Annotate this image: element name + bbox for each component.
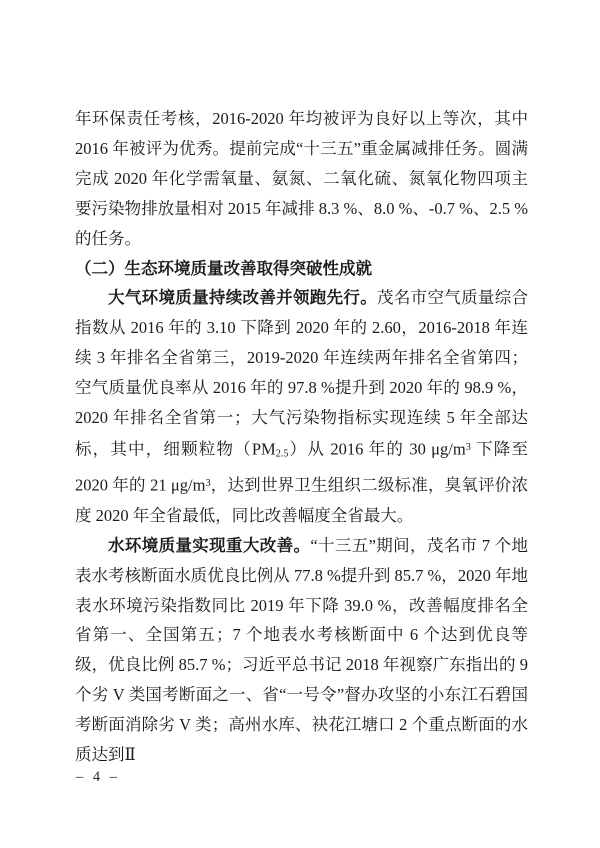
paragraph-water-quality <box>75 531 528 770</box>
water-text: “十三五”期间，茂名市 7 个地表水考核断面水质优良比例从 77.8 %提升到 85.7 %，2020 年地表水环境污染指数同比 2019 年下降 39.0 %，改善幅度排名全省第一、全国第五；7 个地表水考核断面中 6 个达到优良等级，优良比例 85.7 %；习近平总书记 2018 年视察广东指出的 9 个劣 V 类国考断面之一、省“一号令”督办攻坚的小东江石碧国考断面消除劣 V 类；高州水库、袂花江塘口 2 个重点断面的水质达到Ⅱ <box>75 535 528 765</box>
document-body <box>75 104 528 770</box>
lead-sentence-air: 大气环境质量持续改善并领跑先行。 <box>108 288 377 308</box>
cubic-meter-superscript-2: 3 <box>205 478 211 490</box>
air-text-1: 茂名市空气质量综合指数从 2016 年的 3.10 下降到 2020 年的 2.60，2016-2018 年连续 3 年排名全省第三，2019-2020 年连续两年排名全省第四；空气质量优良率从 2016 年的 97.8 %提升到 2020 年的 98.9 %，2020 年排名全省第一；大气污染物指标实现连续 5 年全部达标，其中，细颗粒物（PM <box>75 288 528 459</box>
paragraph-text: 年环保责任考核，2016-2020 年均被评为良好以上等次，其中 2016 年被评为优秀。提前完成“十三五”重金属减排任务。圆满完成 2020 年化学需氧量、氨氮、二氧化硫、氮氧化物四项主要污染物排放量相对 2015 年减排 8.3 %、8.0 %、-0.7 %、2.5 %的任务。 <box>75 109 528 248</box>
lead-sentence-water: 水环境质量实现重大改善。 <box>108 535 311 555</box>
air-text-4: ，达到世界卫生组织二级标准，臭氧评价浓度 2020 年全省最低，同比改善幅度全省最大。 <box>75 475 529 525</box>
page-number: – 4 – <box>76 769 120 785</box>
paragraph-emission-reduction <box>75 104 528 254</box>
air-text-2: ）从 2016 年的 30 μg/m <box>288 439 466 459</box>
air-text-3: 下降至 2020 年的 21 μg/m <box>75 439 528 495</box>
cubic-meter-superscript-1: 3 <box>465 441 471 453</box>
pm25-subscript: 2.5 <box>275 448 289 460</box>
paragraph-air-quality <box>75 283 528 530</box>
section-heading: （二）生态环境质量改善取得突破性成就 <box>75 258 372 278</box>
